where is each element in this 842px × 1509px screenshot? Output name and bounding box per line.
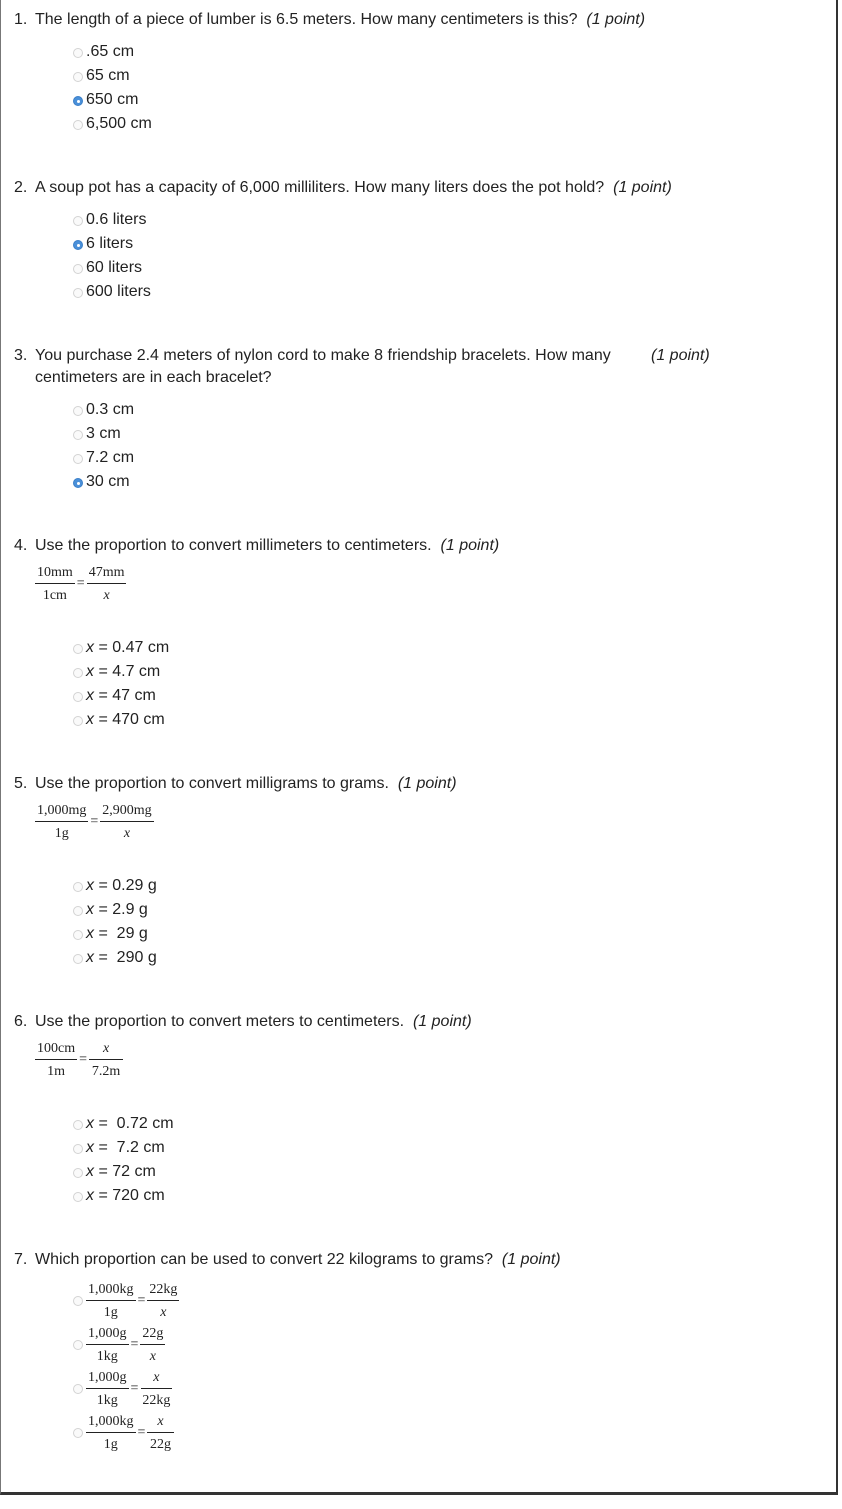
proportion-equation xyxy=(86,1369,172,1409)
variable-x: x xyxy=(86,687,94,704)
question-text: Use the proportion to convert millimeters to centimeters. xyxy=(35,537,432,554)
fraction-left xyxy=(86,1281,136,1321)
radio-button[interactable] xyxy=(73,954,83,964)
radio-button[interactable] xyxy=(73,288,83,298)
radio-button[interactable] xyxy=(73,1144,83,1154)
fraction-denominator: 1m xyxy=(47,1064,65,1079)
radio-button[interactable] xyxy=(73,120,83,130)
question-header xyxy=(14,177,794,199)
proportion-equation xyxy=(35,802,154,842)
radio-button[interactable] xyxy=(73,454,83,464)
option-value: = 720 cm xyxy=(94,1187,165,1204)
radio-button[interactable] xyxy=(73,48,83,58)
fraction-denominator: x xyxy=(123,826,131,841)
question-header xyxy=(14,345,794,386)
option-label: .65 cm xyxy=(86,43,135,60)
variable-x: x xyxy=(86,1115,94,1132)
option-label xyxy=(86,1160,156,1184)
equals-sign: = xyxy=(76,576,85,591)
fraction-right xyxy=(147,1413,173,1453)
option-label xyxy=(86,636,169,660)
fraction-left xyxy=(35,802,88,842)
variable-x: x xyxy=(86,877,94,894)
question-text: Which proportion can be used to convert 22 kilograms to grams? xyxy=(35,1251,494,1268)
fraction-left xyxy=(35,1040,77,1080)
question-header xyxy=(14,1249,794,1271)
fraction-numerator: 1,000kg xyxy=(86,1413,136,1433)
question-header xyxy=(14,535,794,557)
fraction-numerator: 100cm xyxy=(35,1040,77,1060)
question-header xyxy=(14,773,794,795)
option-label: 65 cm xyxy=(86,67,130,84)
option-label xyxy=(86,708,165,732)
fraction-denominator: 1g xyxy=(54,826,69,841)
equals-sign: = xyxy=(79,1052,88,1067)
fraction-denominator: x xyxy=(103,588,110,603)
question-text: Use the proportion to convert meters to centimeters. xyxy=(35,1013,405,1030)
equals-sign: = xyxy=(130,1381,139,1396)
option-label xyxy=(86,922,148,946)
fraction-denominator: 7.2m xyxy=(91,1064,121,1079)
fraction-numerator: 2,900mg xyxy=(100,802,153,822)
option-label: 650 cm xyxy=(86,91,139,108)
question-text: A soup pot has a capacity of 6,000 milliliters. How many liters does the pot hold? xyxy=(35,179,605,196)
fraction-right xyxy=(89,1040,123,1080)
option-value: = 470 cm xyxy=(94,711,165,728)
answer-option[interactable] xyxy=(73,1325,164,1369)
fraction-numerator: 47mm xyxy=(87,564,127,584)
proportion-equation xyxy=(35,1040,123,1080)
variable-x: x xyxy=(86,711,94,728)
radio-button[interactable] xyxy=(73,692,83,702)
option-value: = 47 cm xyxy=(94,687,156,704)
equals-sign: = xyxy=(90,814,99,829)
fraction-numerator: 1,000g xyxy=(86,1369,129,1389)
option-label: 7.2 cm xyxy=(86,449,135,466)
option-value: = 0.47 cm xyxy=(94,639,170,656)
radio-button[interactable] xyxy=(73,1428,83,1438)
fraction-left xyxy=(86,1325,129,1365)
answer-option[interactable] xyxy=(73,1281,178,1325)
radio-button[interactable] xyxy=(73,644,83,654)
fraction-denominator: 1g xyxy=(103,1305,118,1320)
radio-button[interactable] xyxy=(73,430,83,440)
variable-x: x xyxy=(86,925,94,942)
proportion-equation xyxy=(86,1413,174,1453)
question-points: (1 point) xyxy=(651,347,710,364)
proportion-equation xyxy=(86,1325,165,1365)
option-label: 30 cm xyxy=(86,473,130,490)
question-number: 1. xyxy=(14,11,28,28)
fraction-denominator: 22kg xyxy=(142,1393,171,1408)
fraction-denominator: x xyxy=(149,1349,157,1364)
question-text: Use the proportion to convert milligrams to grams. xyxy=(35,775,389,792)
fraction-right xyxy=(140,1369,172,1409)
radio-button[interactable] xyxy=(73,668,83,678)
equals-sign: = xyxy=(137,1293,146,1308)
option-label xyxy=(86,1136,165,1160)
radio-button[interactable] xyxy=(73,216,83,226)
option-value: = 2.9 g xyxy=(94,901,148,918)
proportion-equation xyxy=(35,564,126,604)
option-label xyxy=(86,1112,174,1136)
question-points: (1 point) xyxy=(586,11,646,28)
fraction-numerator: x xyxy=(147,1413,173,1433)
fraction-numerator: 10mm xyxy=(35,564,75,584)
question-text: The length of a piece of lumber is 6.5 meters. How many centimeters is this? xyxy=(35,11,578,28)
fraction-denominator: 1g xyxy=(103,1437,118,1452)
option-label: 60 liters xyxy=(86,259,143,276)
question-header xyxy=(14,1011,794,1033)
question-number: 4. xyxy=(14,537,28,554)
variable-x: x xyxy=(86,901,94,918)
fraction-left xyxy=(86,1413,136,1453)
option-value: = 0.72 cm xyxy=(94,1115,174,1132)
fraction-numerator: 22g xyxy=(140,1325,165,1345)
option-value: = 7.2 cm xyxy=(94,1139,165,1156)
option-label xyxy=(86,946,157,970)
radio-button[interactable] xyxy=(73,406,83,416)
answer-option[interactable] xyxy=(73,1369,171,1413)
variable-x: x xyxy=(86,663,94,680)
fraction-numerator: 1,000mg xyxy=(35,802,88,822)
fraction-denominator: 1cm xyxy=(42,588,67,603)
fraction-left xyxy=(35,564,75,604)
question-number: 2. xyxy=(14,179,28,196)
question-points: (1 point) xyxy=(397,775,457,792)
option-label: 3 cm xyxy=(86,425,121,442)
option-label: 6,500 cm xyxy=(86,115,152,132)
fraction-numerator: 1,000kg xyxy=(86,1281,136,1301)
radio-button[interactable] xyxy=(73,1168,83,1178)
question-points: (1 point) xyxy=(440,537,500,554)
answer-options xyxy=(73,1281,178,1457)
question-number: 7. xyxy=(14,1251,28,1268)
fraction-left xyxy=(86,1369,129,1409)
question-text-line-2: centimeters are in each bracelet? xyxy=(35,369,272,386)
question-number: 5. xyxy=(14,775,28,792)
fraction-numerator: x xyxy=(89,1040,123,1060)
radio-button[interactable] xyxy=(73,1192,83,1202)
radio-button[interactable] xyxy=(73,716,83,726)
fraction-denominator: 22g xyxy=(150,1437,172,1452)
fraction-numerator: 22kg xyxy=(147,1281,179,1301)
equals-sign: = xyxy=(130,1337,139,1352)
radio-button-selected[interactable] xyxy=(73,240,83,250)
variable-x: x xyxy=(86,1187,94,1204)
fraction-denominator: 1kg xyxy=(96,1393,118,1408)
question-points: (1 point) xyxy=(613,179,672,196)
fraction-numerator: 1,000g xyxy=(86,1325,129,1345)
radio-button[interactable] xyxy=(73,906,83,916)
proportion-equation xyxy=(86,1281,179,1321)
fraction-right xyxy=(147,1281,179,1321)
fraction-denominator: x xyxy=(160,1305,167,1320)
question-number: 6. xyxy=(14,1013,28,1030)
question-text: You purchase 2.4 meters of nylon cord to make 8 friendship bracelets. How many xyxy=(35,347,611,364)
option-value: = 29 g xyxy=(94,925,148,942)
option-label xyxy=(86,1184,165,1208)
equals-sign: = xyxy=(137,1425,146,1440)
question-header xyxy=(14,9,794,31)
variable-x: x xyxy=(86,639,94,656)
option-label: 600 liters xyxy=(86,283,151,300)
fraction-right xyxy=(87,564,127,604)
option-value: = 290 g xyxy=(94,949,157,966)
radio-button[interactable] xyxy=(73,882,83,892)
radio-button-selected[interactable] xyxy=(73,478,83,488)
option-label xyxy=(86,874,157,898)
question-points: (1 point) xyxy=(501,1251,561,1268)
answer-option[interactable] xyxy=(73,1413,172,1457)
variable-x: x xyxy=(86,1163,94,1180)
question-points: (1 point) xyxy=(412,1013,472,1030)
radio-button[interactable] xyxy=(73,1120,83,1130)
option-label xyxy=(86,660,160,684)
radio-button[interactable] xyxy=(73,72,83,82)
variable-x: x xyxy=(86,1139,94,1156)
variable-x: x xyxy=(86,949,94,966)
option-label: 0.6 liters xyxy=(86,211,147,228)
radio-button[interactable] xyxy=(73,264,83,274)
option-label xyxy=(86,684,156,708)
radio-button-selected[interactable] xyxy=(73,96,83,106)
question-number: 3. xyxy=(14,347,28,364)
option-value: = 0.29 g xyxy=(94,877,157,894)
fraction-right xyxy=(140,1325,165,1365)
radio-button[interactable] xyxy=(73,930,83,940)
fraction-numerator: x xyxy=(141,1369,171,1389)
option-label: 0.3 cm xyxy=(86,401,135,418)
option-label: 6 liters xyxy=(86,235,134,252)
radio-button[interactable] xyxy=(73,1340,83,1350)
option-value: = 72 cm xyxy=(94,1163,156,1180)
fraction-right xyxy=(100,802,153,842)
radio-button[interactable] xyxy=(73,1384,83,1394)
fraction-denominator: 1kg xyxy=(96,1349,118,1364)
option-value: = 4.7 cm xyxy=(94,663,161,680)
option-label xyxy=(86,898,148,922)
radio-button[interactable] xyxy=(73,1296,83,1306)
